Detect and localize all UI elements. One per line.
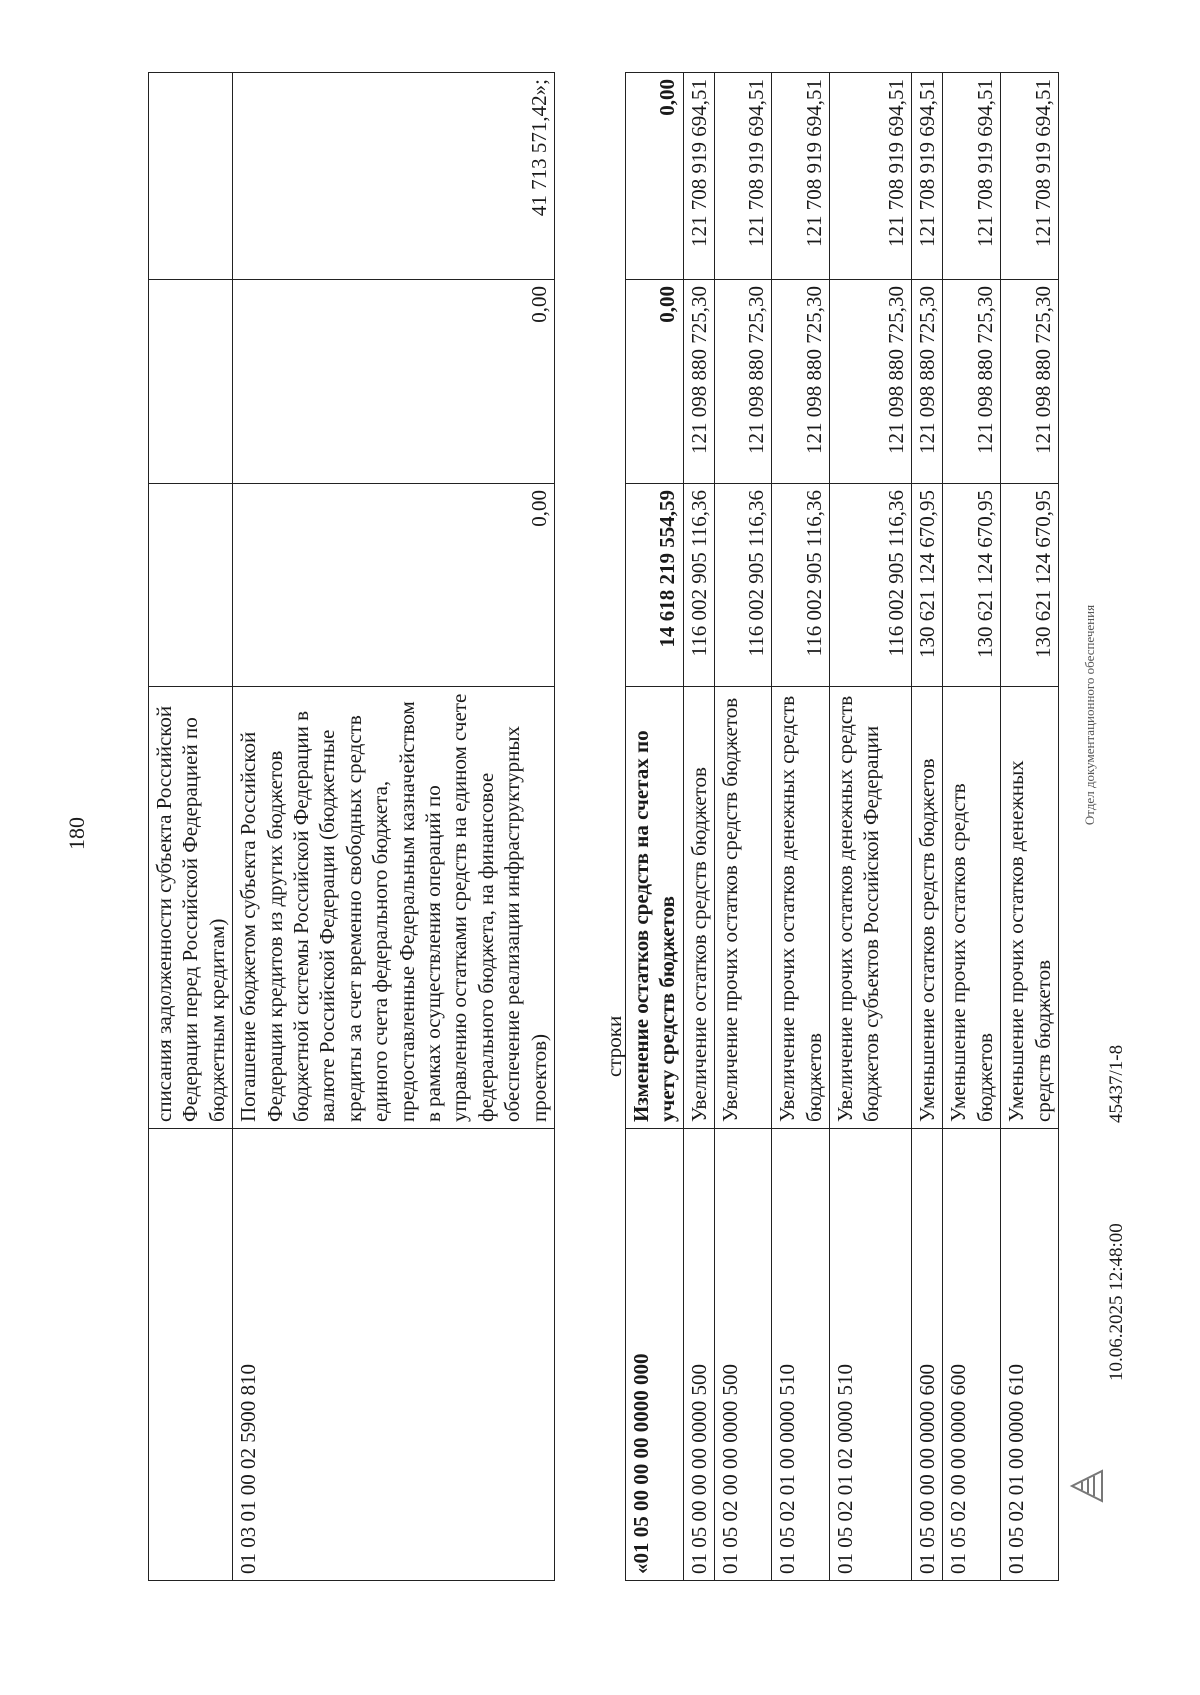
row-code: 01 05 02 01 00 0000 610 [1001,1129,1059,1581]
row-value-2: 121 098 880 725,30 [912,280,943,484]
row-value-1: 130 621 124 670,95 [912,484,943,687]
table-row [233,73,555,1581]
row-code: 01 05 02 01 02 0000 510 [830,1129,912,1581]
budget-table-continued [148,72,555,1581]
row-value-1: 14 618 219 554,59 [626,484,684,687]
row-value-3: 121 708 919 694,51 [715,73,772,280]
office-stamp: Отдел документационного обеспечения [1082,604,1097,826]
row-value-1 [149,484,233,687]
row-value-2: 0,00 [626,280,684,484]
row-value-2: 121 098 880 725,30 [943,280,1001,484]
row-value-3: 121 708 919 694,51 [1001,73,1059,280]
table-row [1001,73,1059,1581]
row-code: 01 05 02 00 00 0000 500 [715,1129,772,1581]
footer-datetime: 10.06.2025 12:48:00 [1106,1223,1127,1381]
page-number: 180 [64,817,89,850]
row-name: Увеличение прочих остатков денежных средств бюджетов субъектов Российской Федерации [830,687,912,1129]
row-value-2: 121 098 880 725,30 [683,280,714,484]
row-name: Уменьшение остатков средств бюджетов [912,687,943,1129]
row-value-3: 0,00 [626,73,684,280]
row-name: Уменьшение прочих остатков средств бюджетов [943,687,1001,1129]
row-value-2: 121 098 880 725,30 [715,280,772,484]
table-row [715,73,772,1581]
table-row [149,73,233,1581]
row-code: 01 03 01 00 02 5900 810 [233,1129,555,1581]
row-name: Увеличение прочих остатков средств бюджетов [715,687,772,1129]
row-name: списания задолженности субъекта Российской Федерации перед Российской Федерацией по бюджетным кредитам) [149,687,233,1129]
row-value-2: 121 098 880 725,30 [1001,280,1059,484]
row-code: 01 05 00 00 00 0000 600 [912,1129,943,1581]
row-value-1: 116 002 905 116,36 [683,484,714,687]
row-value-2 [149,280,233,484]
row-value-1: 116 002 905 116,36 [715,484,772,687]
footer-document-id: 45437/1-8 [1106,1044,1127,1123]
row-name: Погашение бюджетом субъекта Российской Федерации кредитов из других бюджетов бюджетной системы Российской Федерации в валюте Российской Федерации (бюджетные кредиты за счет временно свободных средств единого счета федерального бюджета, предоставленные Федеральным казначейством в рамках осуществления операций по управлению остатками средств на едином счете федерального бюджета, на финансовое обеспечение реализации инфраструктурных проектов) [233,687,555,1129]
row-value-1: 130 621 124 670,95 [943,484,1001,687]
table-row [683,73,714,1581]
column-header-stroki: строки [602,1015,626,1077]
row-name: Уменьшение прочих остатков денежных средств бюджетов [1001,687,1059,1129]
row-value-3: 121 708 919 694,51 [683,73,714,280]
row-code: «01 05 00 00 00 0000 000 [626,1129,684,1581]
table-row [626,73,684,1581]
table-row [772,73,830,1581]
row-value-1: 0,00 [233,484,555,687]
row-value-3: 41 713 571,42»; [233,73,555,280]
row-value-3: 121 708 919 694,51 [943,73,1001,280]
row-name: Изменение остатков средств на счетах по учету средств бюджетов [626,687,684,1129]
row-code: 01 05 00 00 00 0000 500 [683,1129,714,1581]
row-value-3: 121 708 919 694,51 [772,73,830,280]
budget-balances-table [625,72,1059,1581]
row-code [149,1129,233,1581]
row-code: 01 05 02 01 00 0000 510 [772,1129,830,1581]
archive-logo-icon [1066,1467,1106,1505]
row-value-1: 116 002 905 116,36 [830,484,912,687]
row-value-3 [149,73,233,280]
row-code: 01 05 02 00 00 0000 600 [943,1129,1001,1581]
row-value-2: 121 098 880 725,30 [830,280,912,484]
table-row [912,73,943,1581]
row-value-1: 130 621 124 670,95 [1001,484,1059,687]
row-value-1: 116 002 905 116,36 [772,484,830,687]
table-row [943,73,1001,1581]
row-value-3: 121 708 919 694,51 [912,73,943,280]
row-name: Увеличение прочих остатков денежных средств бюджетов [772,687,830,1129]
row-value-2: 0,00 [233,280,555,484]
row-name: Увеличение остатков средств бюджетов [683,687,714,1129]
row-value-2: 121 098 880 725,30 [772,280,830,484]
table-row [830,73,912,1581]
row-value-3: 121 708 919 694,51 [830,73,912,280]
